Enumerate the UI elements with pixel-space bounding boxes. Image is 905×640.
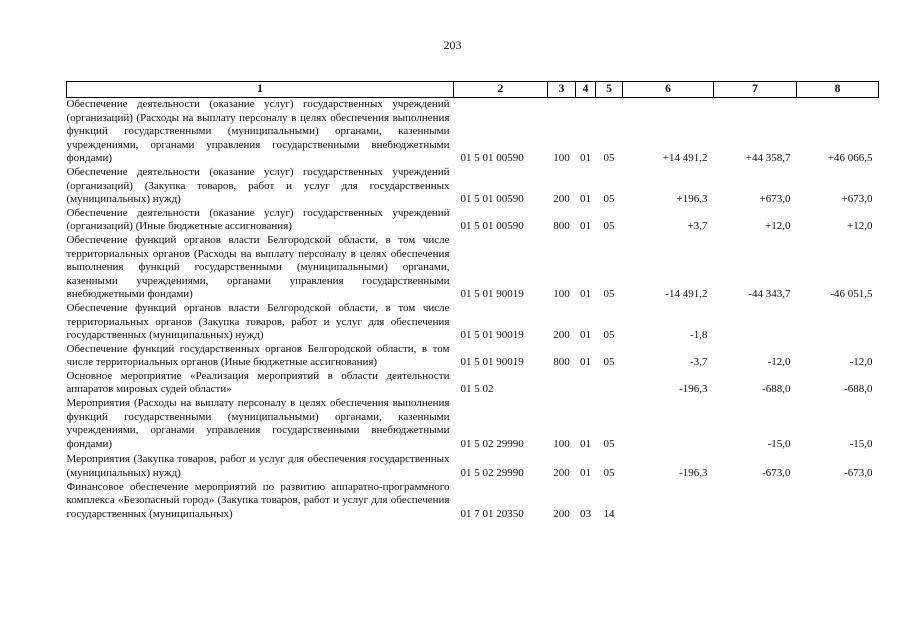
row-amount-8: [797, 302, 879, 343]
row-amount-8: -46 051,5: [830, 288, 873, 301]
row-amount-6: -1,8: [690, 329, 708, 342]
row-code: 01 5 01 90019: [460, 288, 524, 301]
row-col5: 14: [603, 507, 615, 520]
table-row: [67, 166, 879, 207]
row-col4: 01: [580, 220, 591, 233]
row-col3: 800: [553, 220, 570, 233]
row-col3: 200: [553, 467, 570, 480]
col-header-6: 6: [623, 82, 714, 98]
row-amount-7: +673,0: [759, 193, 791, 206]
table-row: [67, 302, 879, 343]
page-number: 203: [443, 38, 462, 52]
row-amount-7: +12,0: [765, 220, 791, 233]
row-col4: 01: [580, 193, 591, 206]
row-col3: [548, 370, 576, 397]
row-amount-6: -14 491,2: [665, 288, 708, 301]
row-col5: [596, 370, 623, 397]
row-description: Обеспечение функций органов власти Белгородской области, в том числе территориальных органов (Расходы на выплату персоналу в целях обеспечения выполнения функций государственными (муниципальными) органами, казенными учреждениями, органами управления государственными внебюджетными фондами): [66, 233, 450, 301]
row-col5: 05: [603, 193, 615, 206]
row-code: 01 5 02: [460, 383, 494, 396]
row-col4: 01: [580, 437, 591, 450]
row-description: Обеспечение функций государственных органов Белгородской области, в том числе территориальных органов (Иные бюджетные ассигнования): [66, 342, 450, 369]
row-col4: [576, 370, 596, 397]
col-header-5: 5: [596, 82, 623, 98]
row-col5: 05: [603, 329, 615, 342]
row-col4: 01: [580, 152, 591, 165]
row-col5: 05: [603, 220, 615, 233]
table-row: [67, 343, 879, 370]
row-col3: 200: [553, 329, 570, 342]
row-code: 01 5 01 00590: [460, 220, 524, 233]
row-amount-8: +46 066,5: [827, 152, 873, 165]
col-header-4: 4: [576, 82, 596, 98]
col-header-7: 7: [714, 82, 797, 98]
row-amount-7: +44 358,7: [745, 152, 791, 165]
row-col4: 01: [580, 329, 591, 342]
row-amount-6: [623, 397, 714, 453]
col-header-3: 3: [548, 82, 576, 98]
row-description: Обеспечение функций органов власти Белгородской области, в том числе территориальных органов (Закупка товаров, работ и услуг для обеспечения государственных (муниципальных) нужд): [66, 301, 450, 342]
budget-table: [66, 81, 879, 521]
table-row: [67, 207, 879, 234]
row-col5: 05: [603, 356, 615, 369]
row-col3: 800: [553, 356, 570, 369]
row-code: 01 5 02 29990: [460, 467, 524, 480]
row-col4: 01: [580, 288, 591, 301]
row-amount-7: -15,0: [767, 437, 791, 450]
table-row: [67, 234, 879, 302]
row-description: Мероприятия (Закупка товаров, работ и услуг для обеспечения государственных (муниципальных) нужд): [66, 453, 450, 480]
row-code: 01 5 01 90019: [460, 356, 524, 369]
row-col5: 05: [603, 437, 615, 450]
row-col3: 200: [553, 507, 570, 520]
row-amount-8: -12,0: [849, 356, 873, 369]
row-description: Основное мероприятие «Реализация мероприятий в области деятельности аппаратов мировых судей области»: [66, 369, 450, 396]
row-description: Обеспечение деятельности (оказание услуг) государственных учреждений (организаций) (Иные бюджетные ассигнования): [66, 206, 450, 233]
row-amount-7: [714, 481, 797, 522]
table-row: [67, 397, 879, 453]
table-row: [67, 98, 879, 166]
row-col5: 05: [603, 467, 615, 480]
row-amount-7: -12,0: [767, 356, 791, 369]
row-code: 01 5 01 90019: [460, 329, 524, 342]
row-amount-6: -3,7: [690, 356, 708, 369]
col-header-8: 8: [797, 82, 879, 98]
row-description: Обеспечение деятельности (оказание услуг) государственных учреждений (организаций) (Расходы на выплату персоналу в целях обеспечения выполнения функций государственными (муниципальными) органами, казенными учреждениями, органами управления государственными внебюджетными фондами): [66, 98, 450, 165]
row-amount-6: -196,3: [679, 383, 708, 396]
row-col4: 01: [580, 467, 591, 480]
row-amount-7: -673,0: [762, 467, 791, 480]
row-amount-7: -44 343,7: [748, 288, 791, 301]
row-description: Финансовое обеспечение мероприятий по развитию аппаратно-программного комплекса «Безопасный город» (Закупка товаров, работ и услуг для обеспечения государственных (муниципальных): [66, 480, 450, 520]
row-amount-8: -673,0: [844, 467, 873, 480]
row-amount-8: -688,0: [844, 383, 873, 396]
row-description: Мероприятия (Расходы на выплату персоналу в целях обеспечения выполнения функций государственными (муниципальными) органами, казенными учреждениями, органами управления государственными внебюджетными фондами): [66, 397, 450, 450]
table-row: [67, 370, 879, 397]
row-amount-6: [623, 481, 714, 522]
row-col3: 100: [553, 437, 570, 450]
row-code: 01 5 01 00590: [460, 152, 524, 165]
row-code: 01 5 01 00590: [460, 193, 524, 206]
row-amount-8: -15,0: [849, 437, 873, 450]
row-description: Обеспечение деятельности (оказание услуг) государственных учреждений (организаций) (Закупка товаров, работ и услуг для государственных (муниципальных) нужд): [66, 165, 450, 206]
row-amount-6: -196,3: [679, 467, 708, 480]
row-col5: 05: [603, 288, 615, 301]
table-row: [67, 453, 879, 480]
column-header-row: [67, 82, 879, 98]
row-col3: 200: [553, 193, 570, 206]
row-col4: 01: [580, 356, 591, 369]
row-amount-7: -688,0: [762, 383, 791, 396]
row-amount-8: [797, 481, 879, 522]
row-amount-6: +3,7: [687, 220, 708, 233]
row-amount-6: +196,3: [676, 193, 708, 206]
row-code: 01 7 01 20350: [460, 507, 524, 520]
col-header-2: 2: [454, 82, 548, 98]
row-amount-6: +14 491,2: [662, 152, 708, 165]
row-amount-8: +673,0: [841, 193, 873, 206]
row-col5: 05: [603, 152, 615, 165]
row-col4: 03: [580, 507, 591, 520]
row-col3: 100: [553, 152, 570, 165]
table-row: [67, 481, 879, 522]
col-header-1: 1: [67, 82, 454, 98]
row-col3: 100: [553, 288, 570, 301]
row-code: 01 5 02 29990: [460, 437, 524, 450]
row-amount-8: +12,0: [847, 220, 873, 233]
row-amount-7: [714, 302, 797, 343]
